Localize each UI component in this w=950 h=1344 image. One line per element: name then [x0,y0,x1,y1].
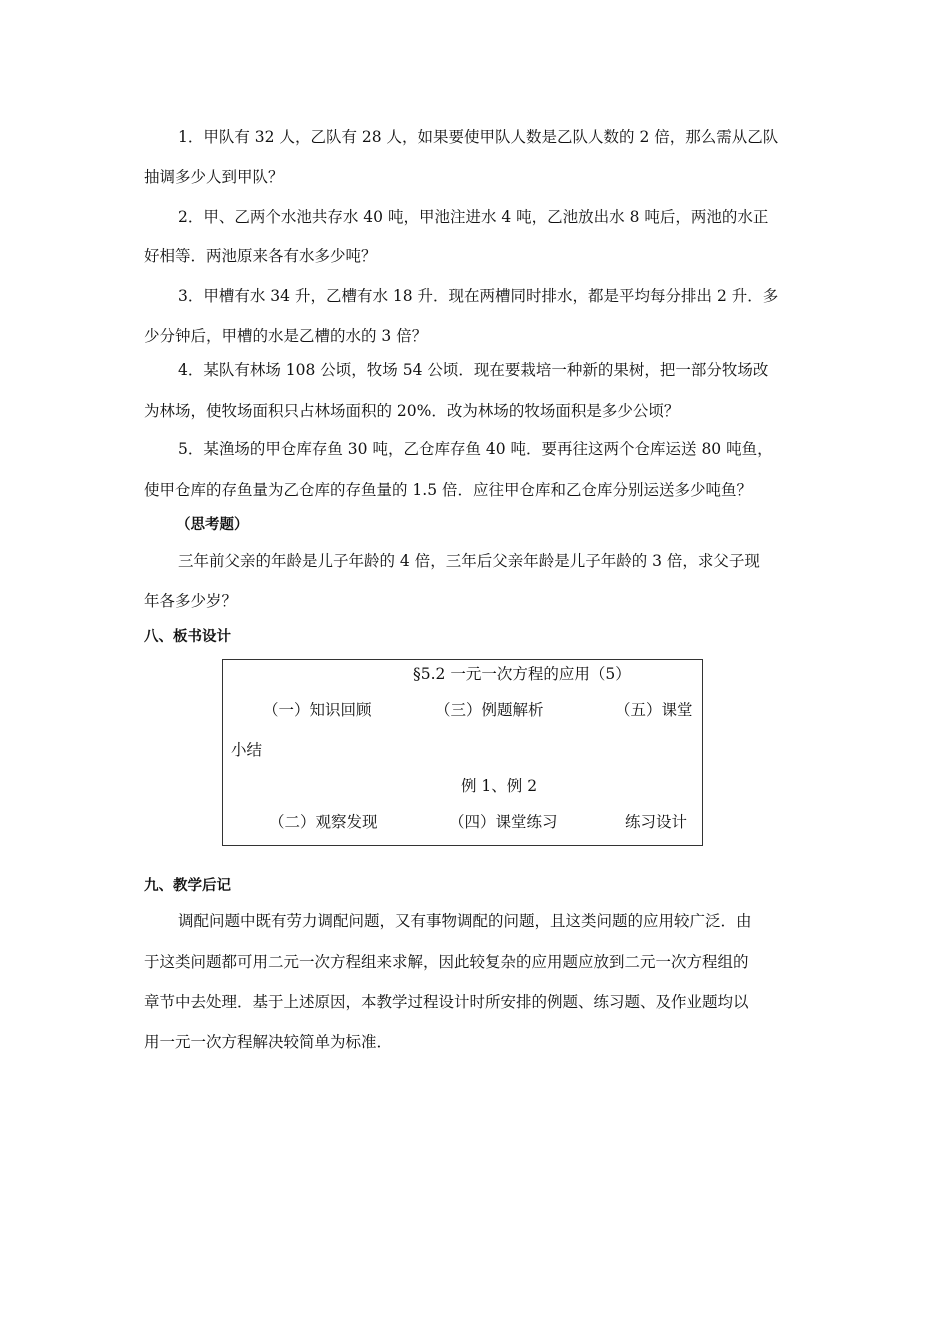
exercise-4-line-2: 为林场，使牧场面积只占林场面积的 20%．改为林场的牧场面积是多少公顷？ [144,402,680,420]
board-item-practice-design: 练习设计 [625,813,688,831]
thinking-line-2: 年各多少岁？ [144,592,238,610]
exercise-3-line-2: 少分钟后，甲槽的水是乙槽的水的 3 倍？ [144,327,428,345]
exercise-2-line-1: 2．甲、乙两个水池共存水 40 吨，甲池注进水 4 吨，乙池放出水 8 吨后，两池的水正 [178,208,769,226]
board-item-class-summary: （五）课堂 [615,701,693,719]
exercise-5-line-1: 5．某渔场的甲仓库存鱼 30 吨，乙仓库存鱼 40 吨．要再往这两个仓库运送 80 吨鱼， [178,440,773,458]
board-item-observation: （二）观察发现 [269,813,378,831]
exercise-1-line-1: 1．甲队有 32 人，乙队有 28 人，如果要使甲队人数是乙队人数的 2 倍，那么需从乙队 [178,128,779,146]
board-design-box [222,659,703,846]
board-item-knowledge-review: （一）知识回顾 [263,701,372,719]
exercise-2-line-2: 好相等．两池原来各有水多少吨？ [144,247,377,265]
afterword-line-4: 用一元一次方程解决较简单为标准． [144,1033,393,1051]
exercise-5-line-2: 使甲仓库的存鱼量为乙仓库的存鱼量的 1.5 倍．应往甲仓库和乙仓库分别运送多少吨鱼？ [144,481,753,499]
afterword-line-1: 调配问题中既有劳力调配问题，又有事物调配的问题，且这类问题的应用较广泛．由 [178,912,752,930]
board-item-example-analysis: （三）例题解析 [435,701,544,719]
board-item-examples: 例 1、例 2 [461,777,538,795]
afterword-heading: 九、教学后记 [144,878,231,894]
exercise-3-line-1: 3．甲槽有水 34 升，乙槽有水 18 升．现在两槽同时排水，都是平均每分排出 2 升．多 [178,287,779,305]
board-item-class-practice: （四）课堂练习 [449,813,558,831]
exercise-4-line-1: 4．某队有林场 108 公顷，牧场 54 公顷．现在要栽培一种新的果树，把一部分牧场改 [178,361,769,379]
board-design-heading: 八、板书设计 [144,629,231,645]
thinking-line-1: 三年前父亲的年龄是儿子年龄的 4 倍，三年后父亲年龄是儿子年龄的 3 倍，求父子现 [178,552,760,570]
afterword-line-3: 章节中去处理．基于上述原因，本教学过程设计时所安排的例题、练习题、及作业题均以 [144,993,749,1011]
board-title: §5.2 一元一次方程的应用（5） [413,665,631,683]
exercise-1-line-2: 抽调多少人到甲队？ [144,168,284,186]
board-item-class-summary-wrap: 小结 [231,741,263,759]
afterword-line-2: 于这类问题都可用二元一次方程组来求解，因此较复杂的应用题应放到二元一次方程组的 [144,953,749,971]
thinking-heading: （思考题） [176,517,249,533]
